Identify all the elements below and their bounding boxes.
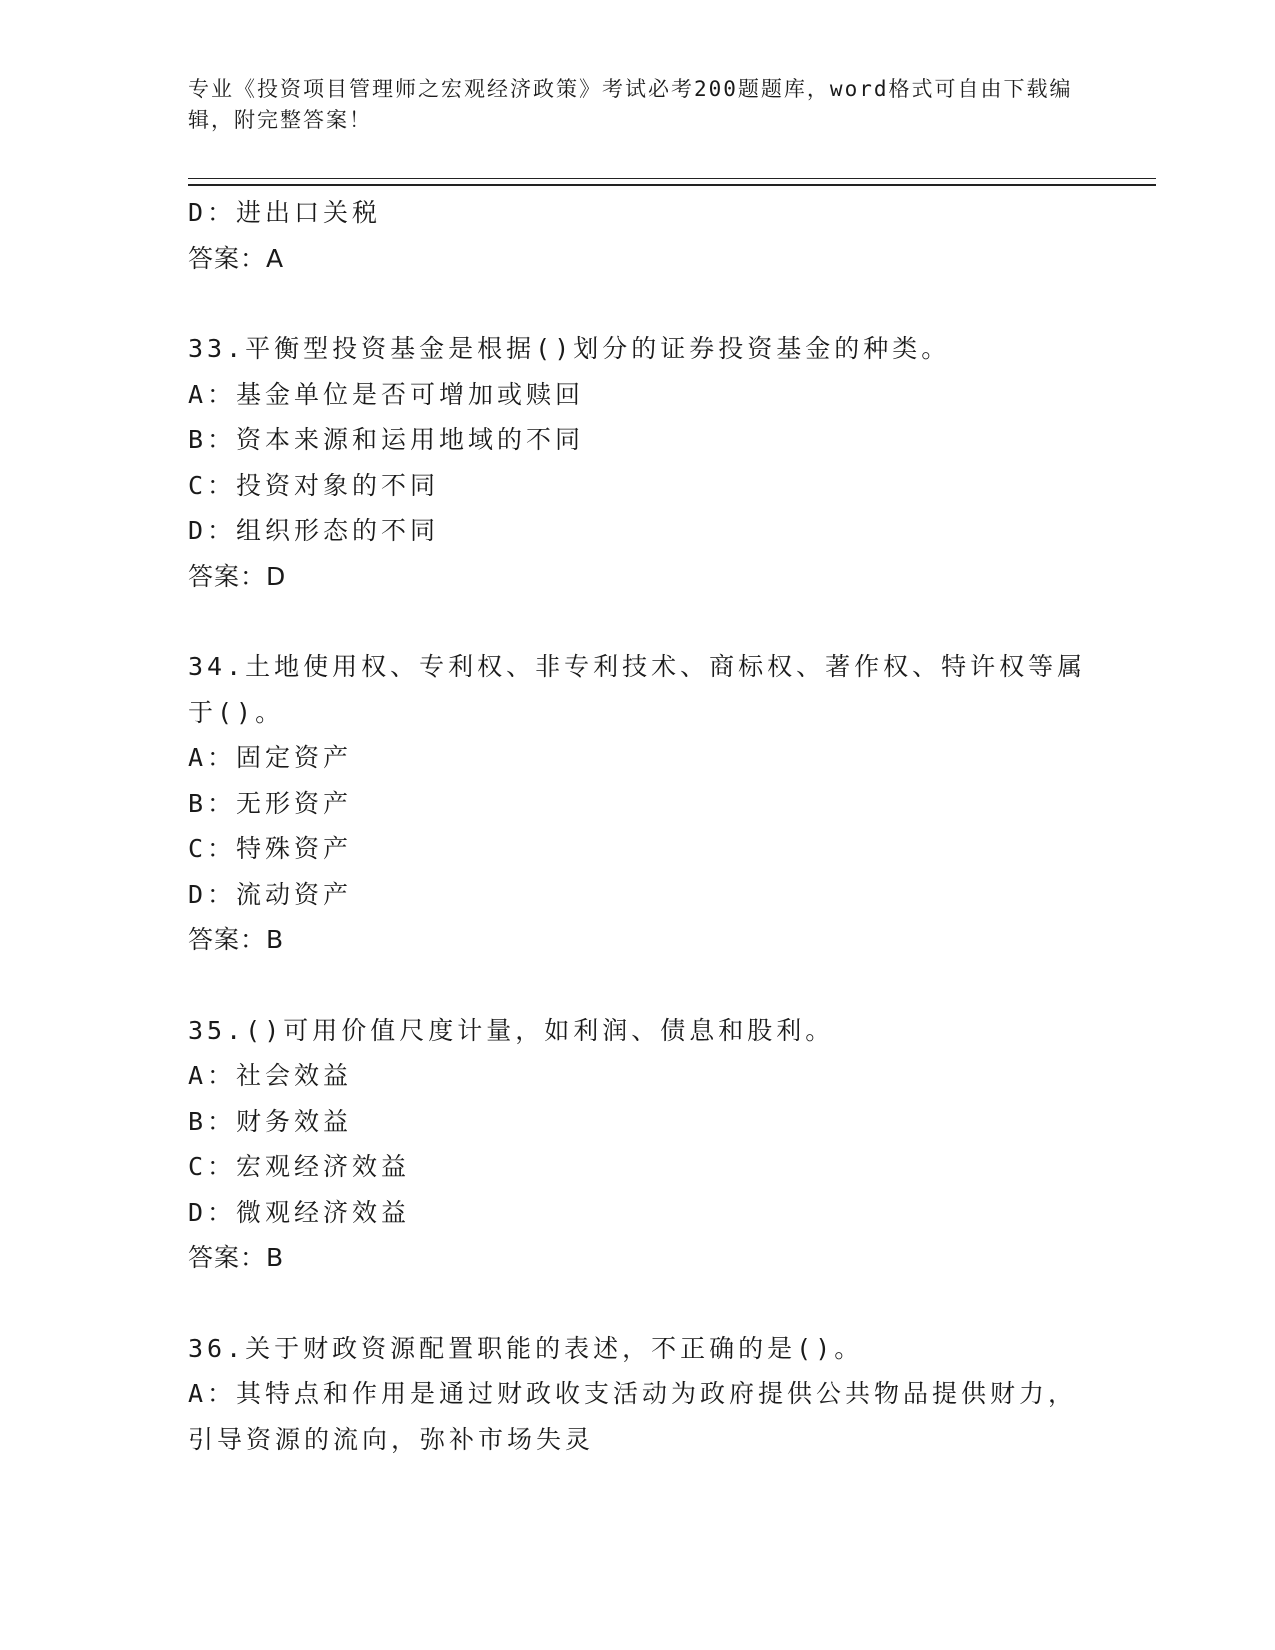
answer-line: 答案：D xyxy=(188,561,287,591)
question-stem: 33.平衡型投资基金是根据()划分的证券投资基金的种类。 xyxy=(188,334,951,363)
option-a: A：固定资产 xyxy=(188,743,353,772)
option-c: C：投资对象的不同 xyxy=(188,470,440,500)
question-stem: 34.土地使用权、专利权、非专利技术、商标权、著作权、特许权等属于()。 xyxy=(188,652,1087,727)
option-d: D：流动资产 xyxy=(188,879,353,909)
option-b: B：资本来源和运用地域的不同 xyxy=(188,425,585,454)
option-c: C：宏观经济效益 xyxy=(188,1152,411,1181)
option-b: B：无形资产 xyxy=(188,788,353,818)
option-a: A：社会效益 xyxy=(188,1061,353,1090)
question-content xyxy=(188,190,1088,1462)
option-b: B：财务效益 xyxy=(188,1106,353,1136)
question-35 xyxy=(188,1008,1088,1281)
question-36 xyxy=(188,1326,1088,1463)
option-c: C：特殊资产 xyxy=(188,834,353,863)
answer-line: 答案：A xyxy=(188,243,285,273)
carryover-block xyxy=(188,190,1088,281)
question-33 xyxy=(188,326,1088,599)
question-stem: 36.关于财政资源配置职能的表述，不正确的是()。 xyxy=(188,1333,864,1363)
option-d: D：微观经济效益 xyxy=(188,1197,411,1227)
question-34 xyxy=(188,644,1088,963)
option-a: A：基金单位是否可增加或赎回 xyxy=(188,379,585,409)
option-d: D：组织形态的不同 xyxy=(188,516,440,545)
answer-line: 答案：B xyxy=(188,925,285,954)
option-a: A：其特点和作用是通过财政收支活动为政府提供公共物品提供财力，引导资源的流向，弥补市场失灵 xyxy=(188,1379,1078,1454)
answer-line: 答案：B xyxy=(188,1243,285,1272)
option-d: D：进出口关税 xyxy=(188,198,382,227)
header-divider-thick xyxy=(188,184,1156,186)
header-divider-thin xyxy=(188,178,1156,179)
page-header: 专业《投资项目管理师之宏观经济政策》考试必考200题题库，word格式可自由下载编辑，附完整答案！ xyxy=(188,77,1073,132)
question-stem: 35.()可用价值尺度计量，如利润、债息和股利。 xyxy=(188,1015,835,1045)
